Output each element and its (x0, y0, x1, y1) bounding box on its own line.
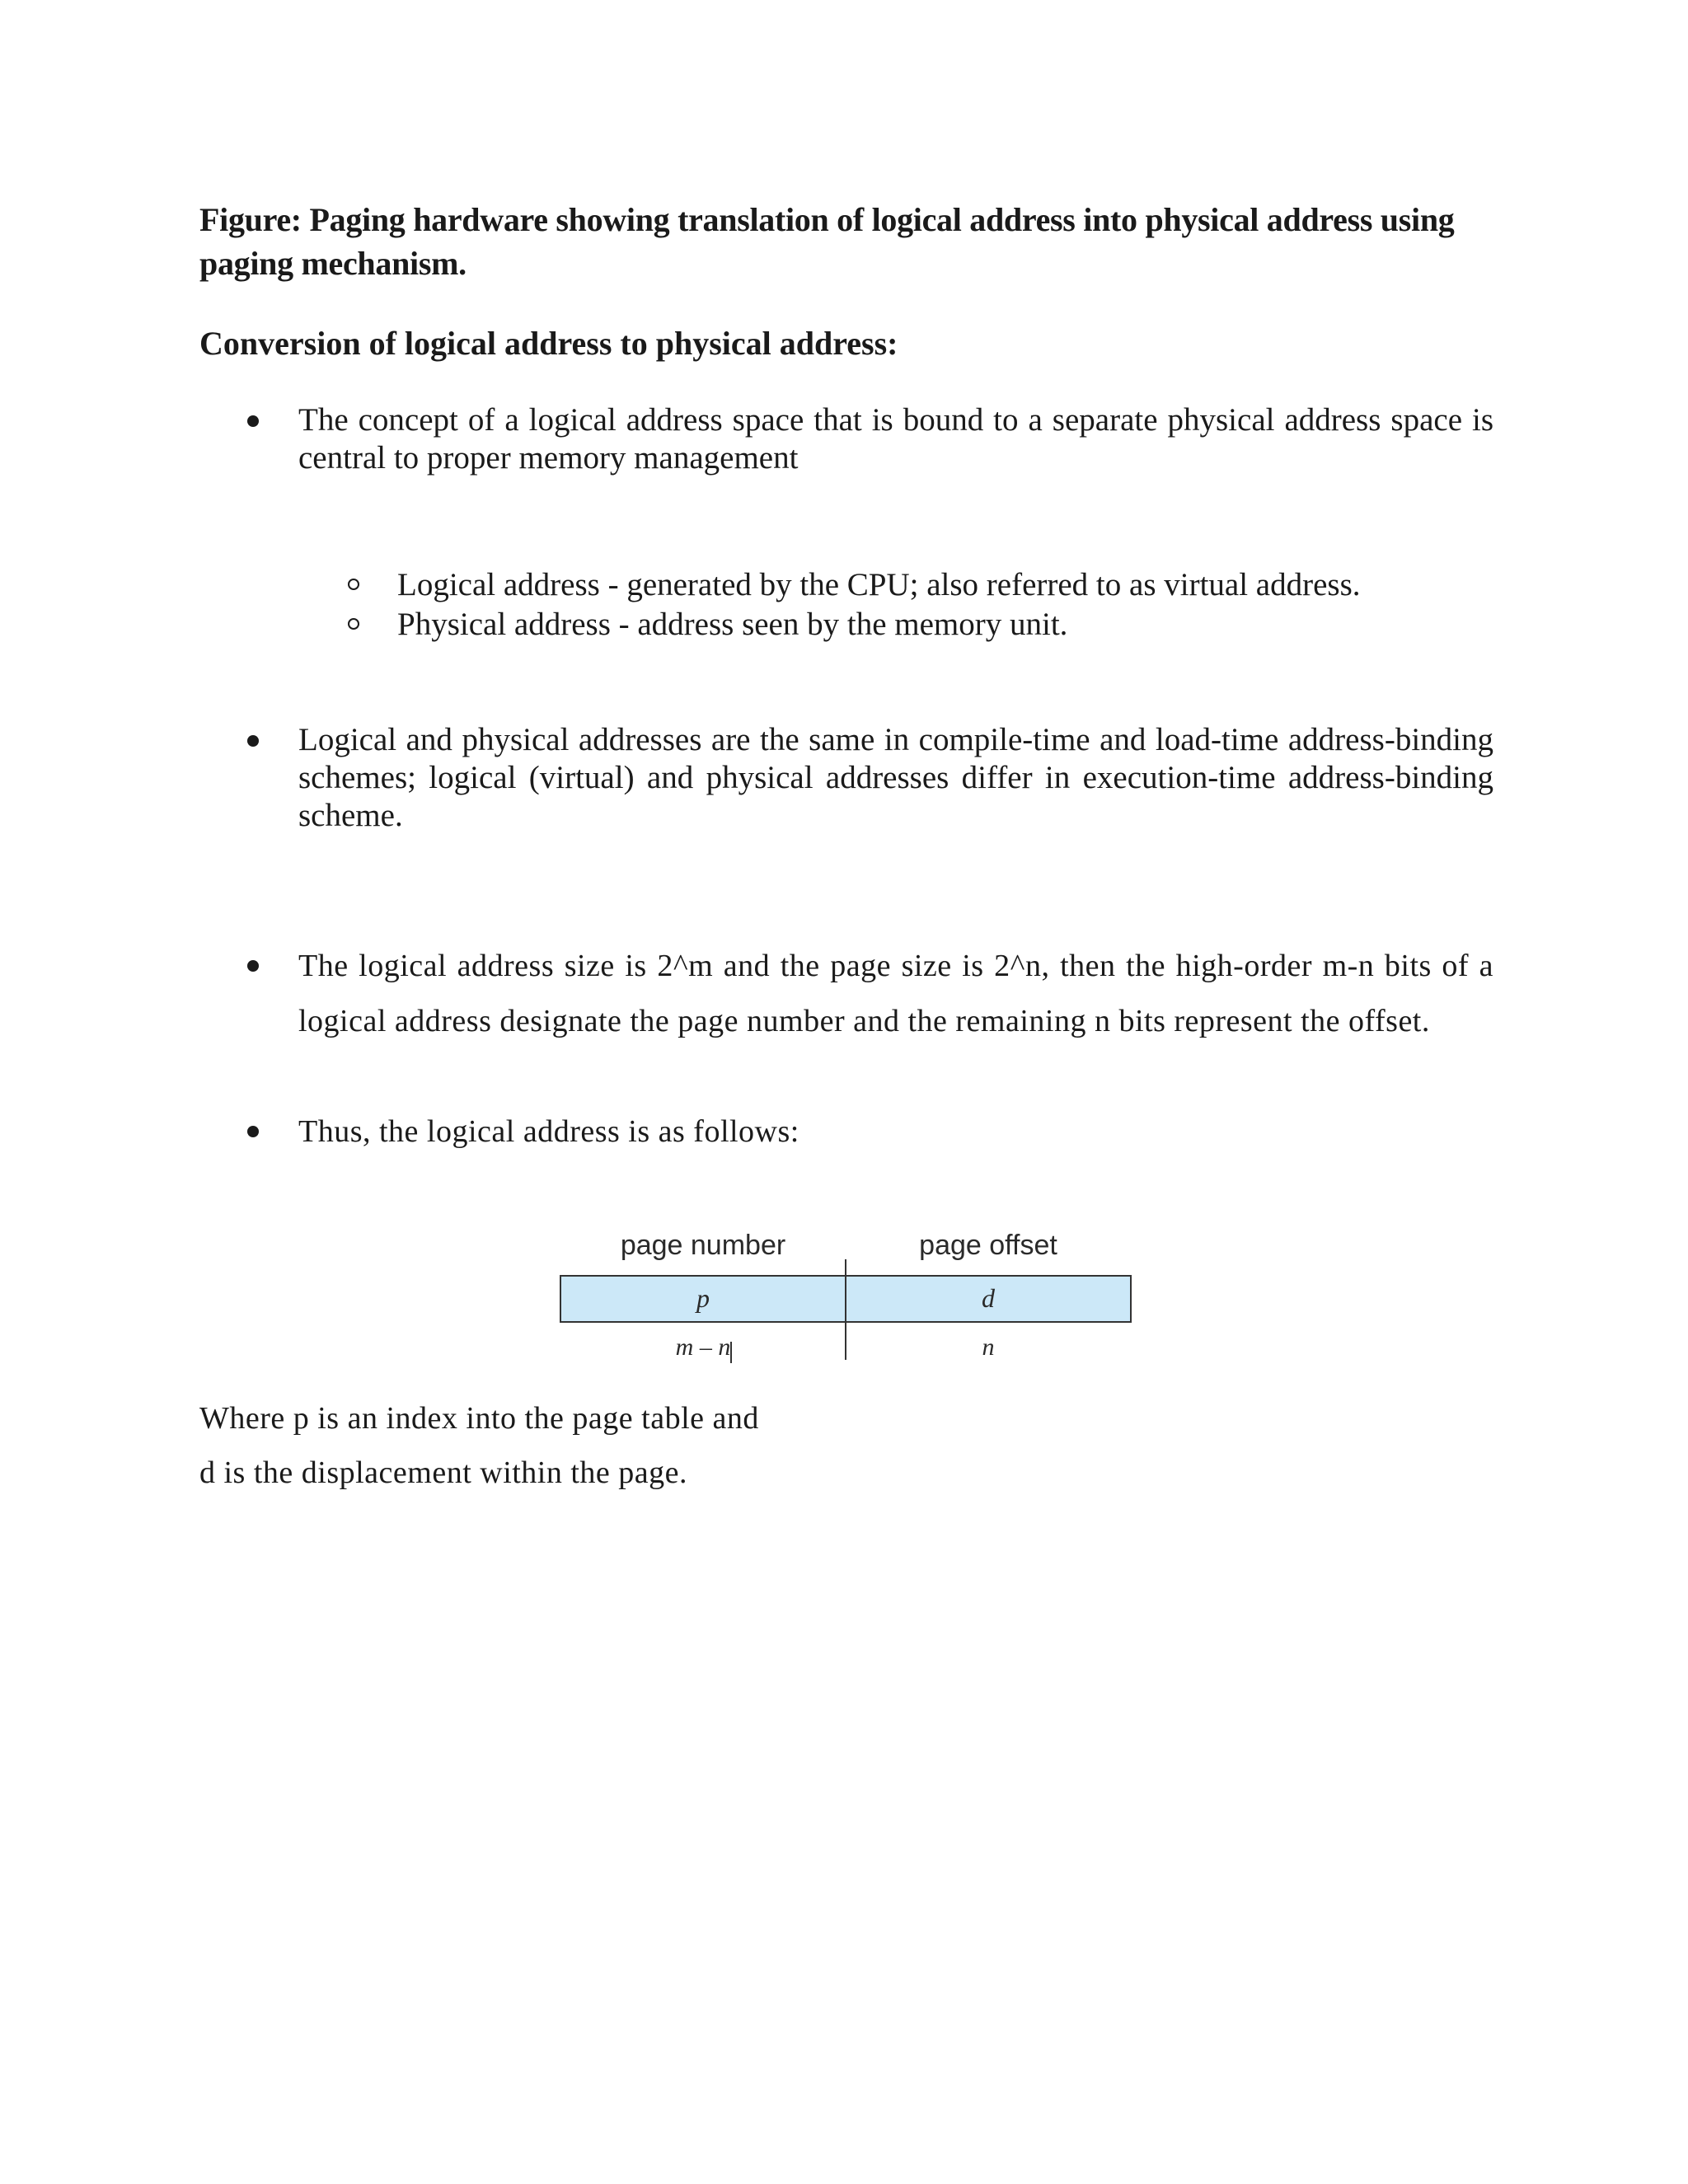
bullet-item (298, 1104, 1493, 1160)
bullet-dot-icon (247, 960, 259, 972)
page-offset-bits: n (982, 1333, 995, 1361)
sub-bullet-text: Logical address - generated by the CPU; also referred to as virtual address. (397, 567, 1361, 602)
bullet-text: The logical address size is 2^m and the page size is 2^n, then the high-order m-n bits of a logical address designate the page number and the remaining n bits represent the offset. (298, 949, 1493, 1038)
figure-caption: Figure: Paging hardware showing translation of logical address into physical address using paging mechanism. (199, 201, 1455, 282)
bullet-dot-icon (247, 1126, 259, 1137)
page-number-bits: m – n (675, 1333, 731, 1361)
sub-bullet-item (397, 565, 1469, 605)
logical-address-diagram (559, 1228, 1136, 1368)
page-offset-symbol: d (982, 1283, 995, 1313)
bullet-item (298, 401, 1493, 477)
explanation-line: d is the displacement within the page. (199, 1455, 688, 1490)
sub-bullet-item (397, 605, 1469, 644)
bullet-dot-icon (247, 415, 259, 427)
explanation-line: Where p is an index into the page table and (199, 1401, 759, 1436)
section-heading: Conversion of logical address to physical address: (199, 325, 898, 362)
bullet-dot-icon (247, 735, 259, 747)
page-number-symbol: p (696, 1283, 710, 1313)
bullet-item (298, 939, 1493, 1049)
page-number-header: page number (620, 1230, 786, 1261)
sub-bullet-text: Physical address - address seen by the memory unit. (397, 607, 1068, 642)
bullet-item (298, 721, 1493, 835)
bullet-text: Logical and physical addresses are the same in compile-time and load-time address-binding schemes; logical (virtual) and physical addresses differ in execution-time address-binding scheme. (298, 722, 1493, 833)
bullet-text: The concept of a logical address space that is bound to a separate physical address space is central to proper memory management (298, 402, 1493, 476)
hollow-circle-icon (348, 579, 359, 590)
hollow-circle-icon (348, 618, 359, 630)
page-offset-header: page offset (919, 1230, 1057, 1261)
bullet-text: Thus, the logical address is as follows: (298, 1114, 799, 1149)
